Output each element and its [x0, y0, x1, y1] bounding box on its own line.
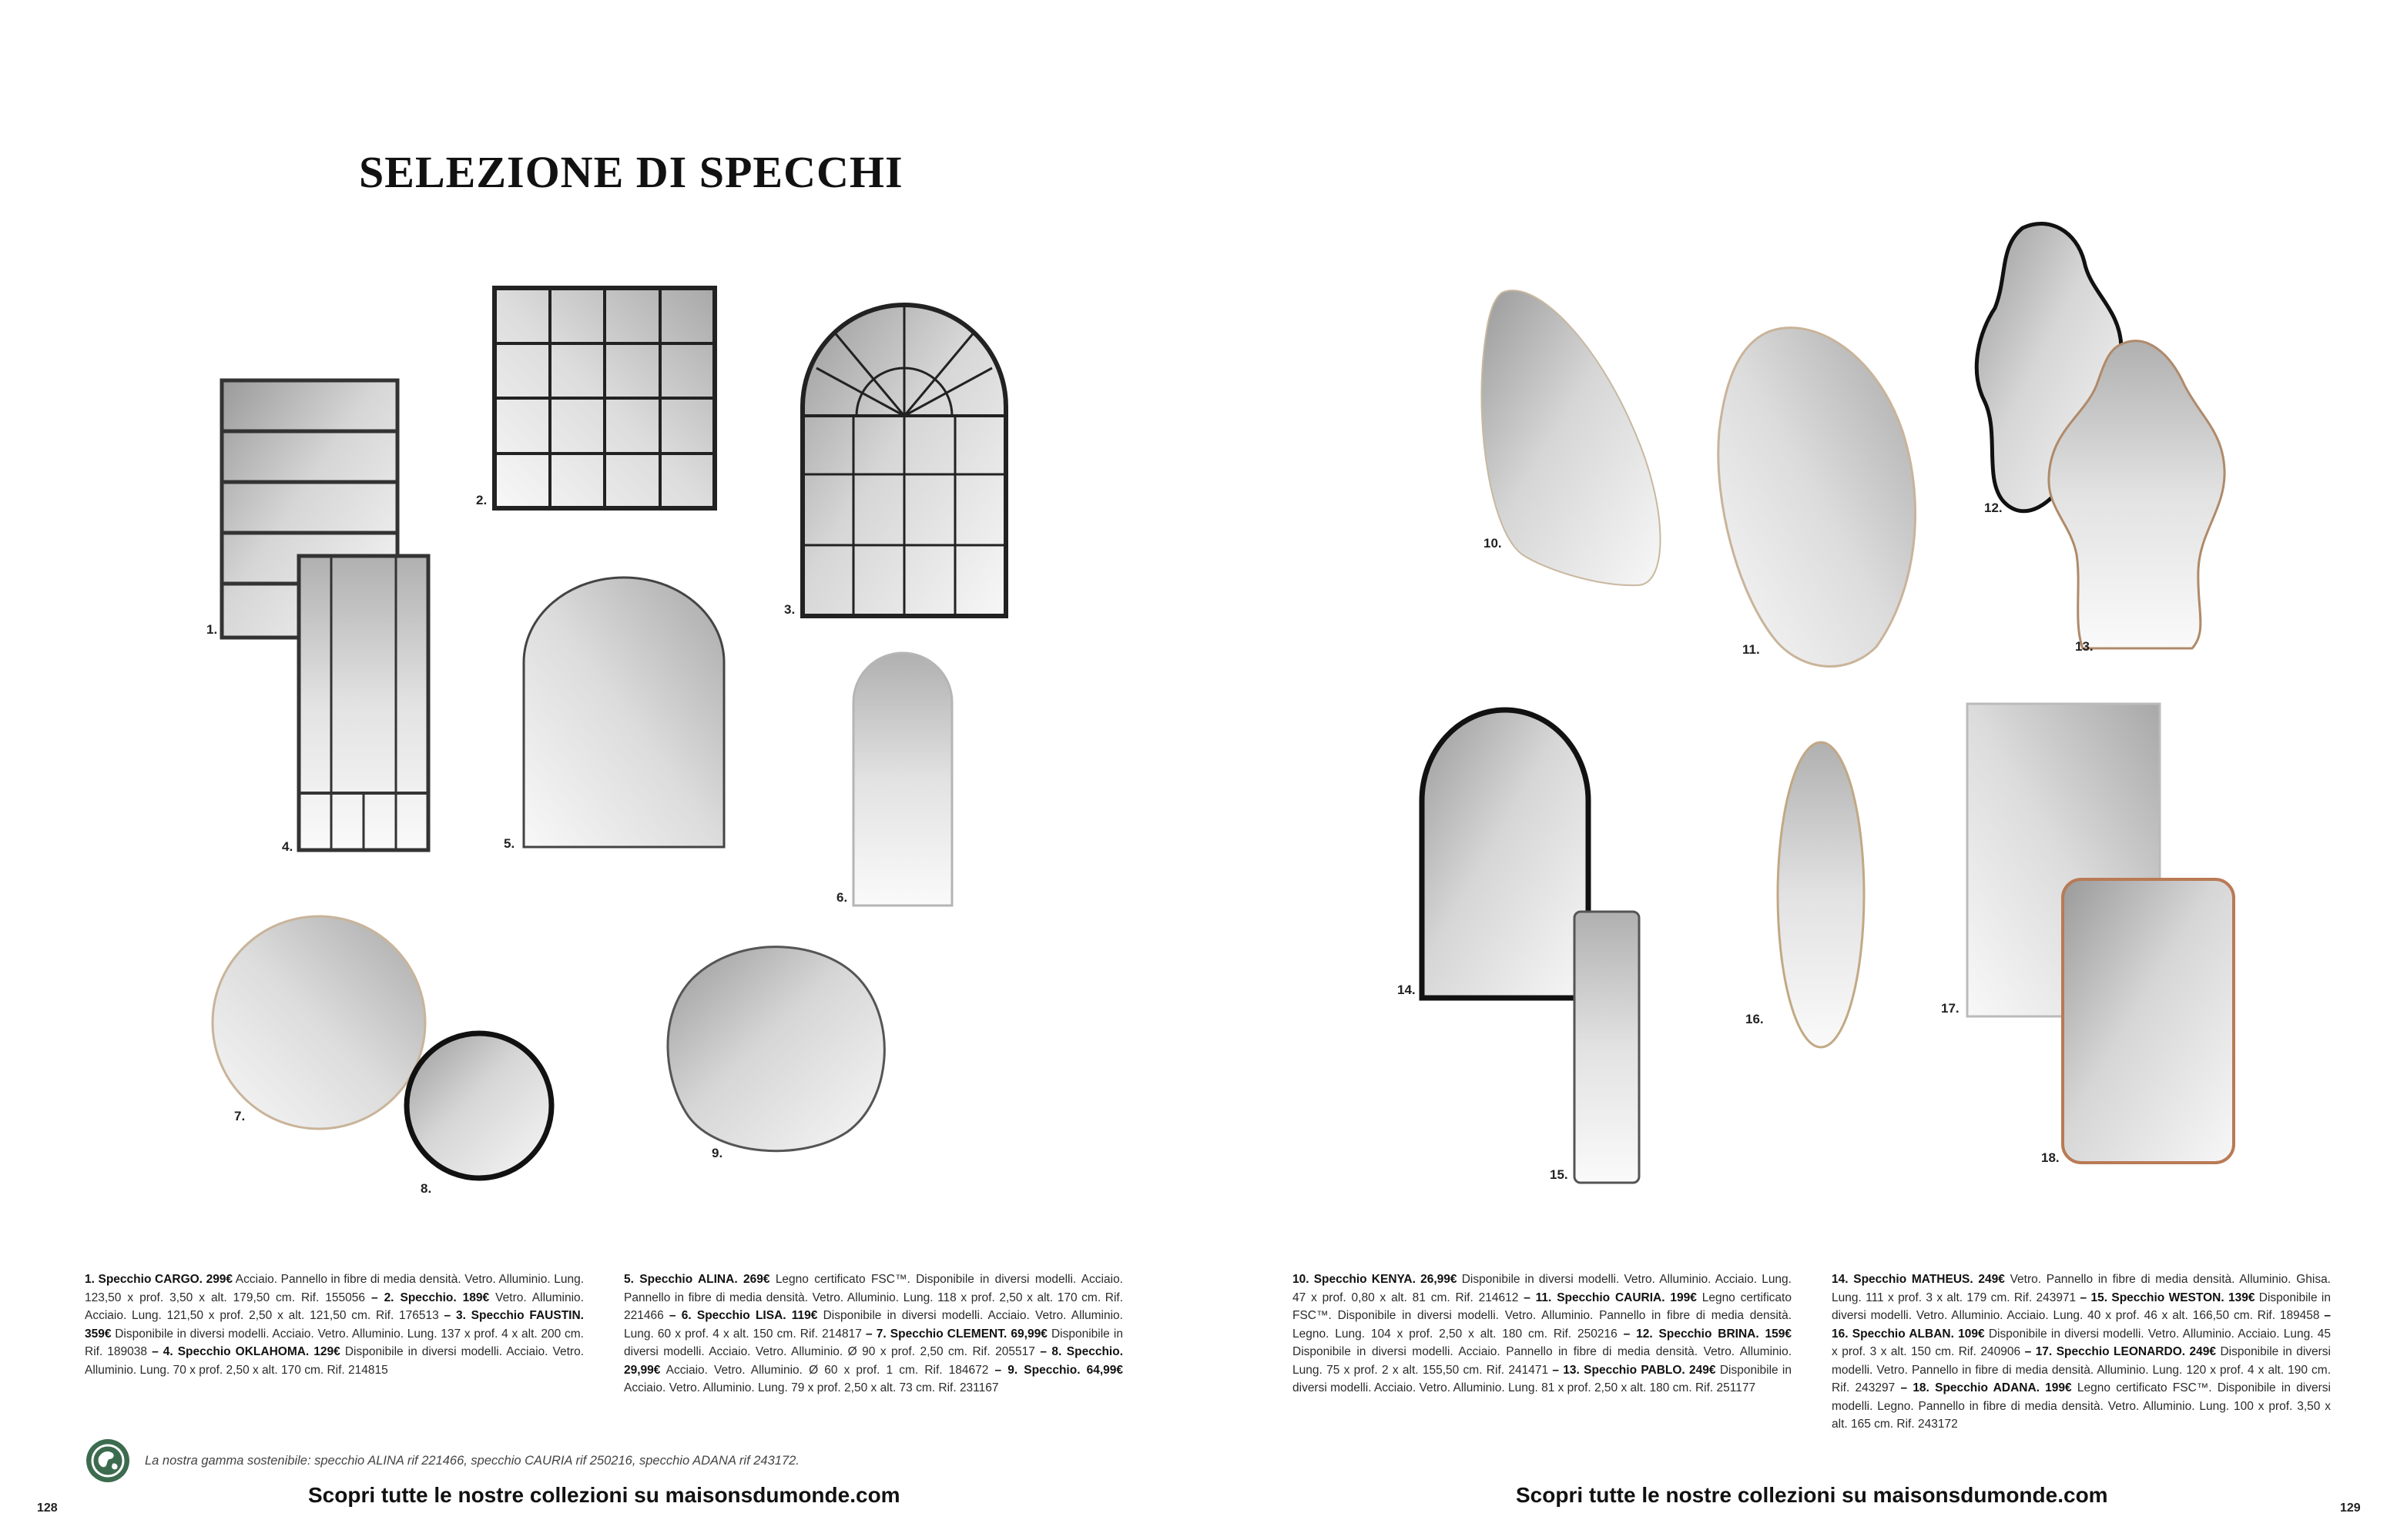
mirror-4-oklahoma: [299, 556, 428, 850]
mirror-label-16: 16.: [1745, 1012, 1764, 1026]
mirror-8-round: [407, 1033, 551, 1178]
mirror-label-8: 8.: [421, 1181, 432, 1196]
mirror-illustrations-right: [1198, 0, 2397, 1232]
mirror-16-alban: [1778, 742, 1864, 1047]
mirror-label-12: 12.: [1984, 500, 2003, 515]
product-description-5-9: 5. Specchio ALINA. 269€ Legno certificato FSC™. Disponibile in diversi modelli. Acciaio. Pannello in fibre di media densità. Vetro. Alluminio. Lung. 118 x prof. 2,50 x alt. 170 cm. Rif. 221466 – 6. Specchio LISA. 119€ Disponibile in diversi modelli. Acciaio. Vetro. Alluminio. Lung. 60 x prof. 4 x alt. 150 cm. Rif. 214817 – 7. Specchio CLEMENT. 69,99€ Disponibile in diversi modelli. Acciaio. Vetro. Alluminio. Ø 90 x prof. 2,50 cm. Rif. 205517 – 8. Specchio. 29,99€ Acciaio. Vetro. Alluminio. Ø 60 x prof. 1 cm. Rif. 184672 – 9. Specchio. 64,99€ Acciaio. Vetro. Alluminio. Lung. 79 x prof. 2,50 x alt. 73 cm. Rif. 231167: [624, 1273, 1124, 1394]
mirror-label-2: 2.: [476, 493, 488, 507]
mirror-label-4: 4.: [282, 839, 293, 854]
mirror-label-1: 1.: [206, 622, 218, 637]
footer-link-left[interactable]: Scopri tutte le nostre collezioni su maisonsdumonde.com: [308, 1483, 900, 1507]
mirror-label-13: 13.: [2075, 639, 2094, 654]
mirror-15-weston: [1574, 912, 1639, 1183]
mirror-label-15: 15.: [1550, 1167, 1568, 1182]
mirror-label-18: 18.: [2041, 1150, 2060, 1165]
mirror-18-adana: [2063, 879, 2234, 1163]
mirror-label-17: 17.: [1941, 1001, 1960, 1016]
product-description-1-4: 1. Specchio CARGO. 299€ Acciaio. Pannello in fibre di media densità. Vetro. Alluminio. Lung. 123,50 x prof. 3,50 x alt. 179,50 cm. Rif. 155056 – 2. Specchio. 189€ Vetro. Alluminio. Acciaio. Lung. 121,50 x prof. 2,50 x alt. 121,50 cm. Rif. 176513 – 3. Specchio FAUSTIN. 359€ Disponibile in diversi modelli. Acciaio. Vetro. Alluminio. Lung. 137 x prof. 4 x alt. 200 cm. Rif. 189038 – 4. Specchio OKLAHOMA. 129€ Disponibile in diversi modelli. Acciaio. Vetro. Alluminio. Lung. 70 x prof. 2,50 x alt. 170 cm. Rif. 214815: [85, 1273, 585, 1377]
sustainable-note: [85, 1438, 800, 1484]
mirror-label-9: 9.: [712, 1146, 723, 1160]
sustainable-note-text: La nostra gamma sostenibile: specchio ALINA rif 221466, specchio CAURIA rif 250216, specchio ADANA rif 243172.: [145, 1453, 800, 1468]
mirror-2-grid: [494, 288, 715, 508]
mirror-label-6: 6.: [836, 890, 848, 905]
mirror-14-matheus: [1422, 710, 1588, 998]
mirror-label-7: 7.: [234, 1109, 246, 1123]
mirror-9-organic: [668, 947, 884, 1151]
footer-link-right[interactable]: Scopri tutte le nostre collezioni su maisonsdumonde.com: [1516, 1483, 2108, 1507]
eco-globe-icon: [85, 1438, 131, 1484]
mirror-5-alina: [524, 578, 724, 847]
mirror-label-5: 5.: [504, 836, 515, 851]
mirror-illustrations-left: [0, 0, 1198, 1232]
mirror-label-3: 3.: [784, 602, 796, 617]
right-page: [1198, 0, 2397, 1540]
mirror-3-faustin: [803, 305, 1006, 616]
mirror-label-11: 11.: [1742, 642, 1760, 657]
mirror-label-14: 14.: [1397, 983, 1416, 997]
mirror-10-kenya: [1481, 290, 1660, 585]
mirror-6-lisa: [853, 653, 952, 906]
product-description-14-18: 14. Specchio MATHEUS. 249€ Vetro. Pannello in fibre di media densità. Alluminio. Ghisa. Lung. 111 x prof. 3 x alt. 179 cm. Rif. 243971 – 15. Specchio WESTON. 139€ Disponibile in diversi modelli. Vetro. Alluminio. Acciaio. Lung. 40 x prof. 46 x alt. 166,50 cm. Rif. 189458 – 16. Specchio ALBAN. 109€ Disponibile in diversi modelli. Vetro. Alluminio. Acciaio. Lung. 45 x prof. 3 x alt. 150 cm. Rif. 240906 – 17. Specchio LEONARDO. 249€ Disponibile in diversi modelli. Vetro. Pannello in fibre di media densità. Alluminio. Lung. 120 x prof. 4 x alt. 190 cm. Rif. 243297 – 18. Specchio ADANA. 199€ Legno certificato FSC™. Disponibile in diversi modelli. Legno. Pannello in fibre di media densità. Vetro. Alluminio. Lung. 100 x prof. 3,50 x alt. 165 cm. Rif. 243172: [1832, 1273, 2332, 1431]
product-description-10-13: 10. Specchio KENYA. 26,99€ Disponibile in diversi modelli. Vetro. Alluminio. Acciaio. Lung. 47 x prof. 0,80 x alt. 81 cm. Rif. 214612 – 11. Specchio CAURIA. 199€ Legno certificato FSC™. Disponibile in diversi modelli. Vetro. Alluminio. Pannello in fibre di media densità. Legno. Lung. 104 x prof. 2,50 x alt. 180 cm. Rif. 250216 – 12. Specchio BRINA. 159€ Disponibile in diversi modelli. Acciaio. Pannello in fibre di media densità. Vetro. Alluminio. Lung. 75 x prof. 2 x alt. 155,50 cm. Rif. 241471 – 13. Specchio PABLO. 249€ Disponibile in diversi modelli. Acciaio. Vetro. Alluminio. Lung. 81 x prof. 2,50 x alt. 180 cm. Rif. 251177: [1292, 1273, 1792, 1394]
mirror-11-cauria: [1718, 328, 1916, 667]
page-number-right: 129: [2340, 1502, 2361, 1515]
mirror-7-clement: [213, 916, 425, 1129]
page-title: SELEZIONE DI SPECCHI: [359, 147, 903, 197]
page-number-left: 128: [37, 1502, 58, 1515]
mirror-label-10: 10.: [1483, 536, 1502, 551]
left-page: [0, 0, 1198, 1540]
